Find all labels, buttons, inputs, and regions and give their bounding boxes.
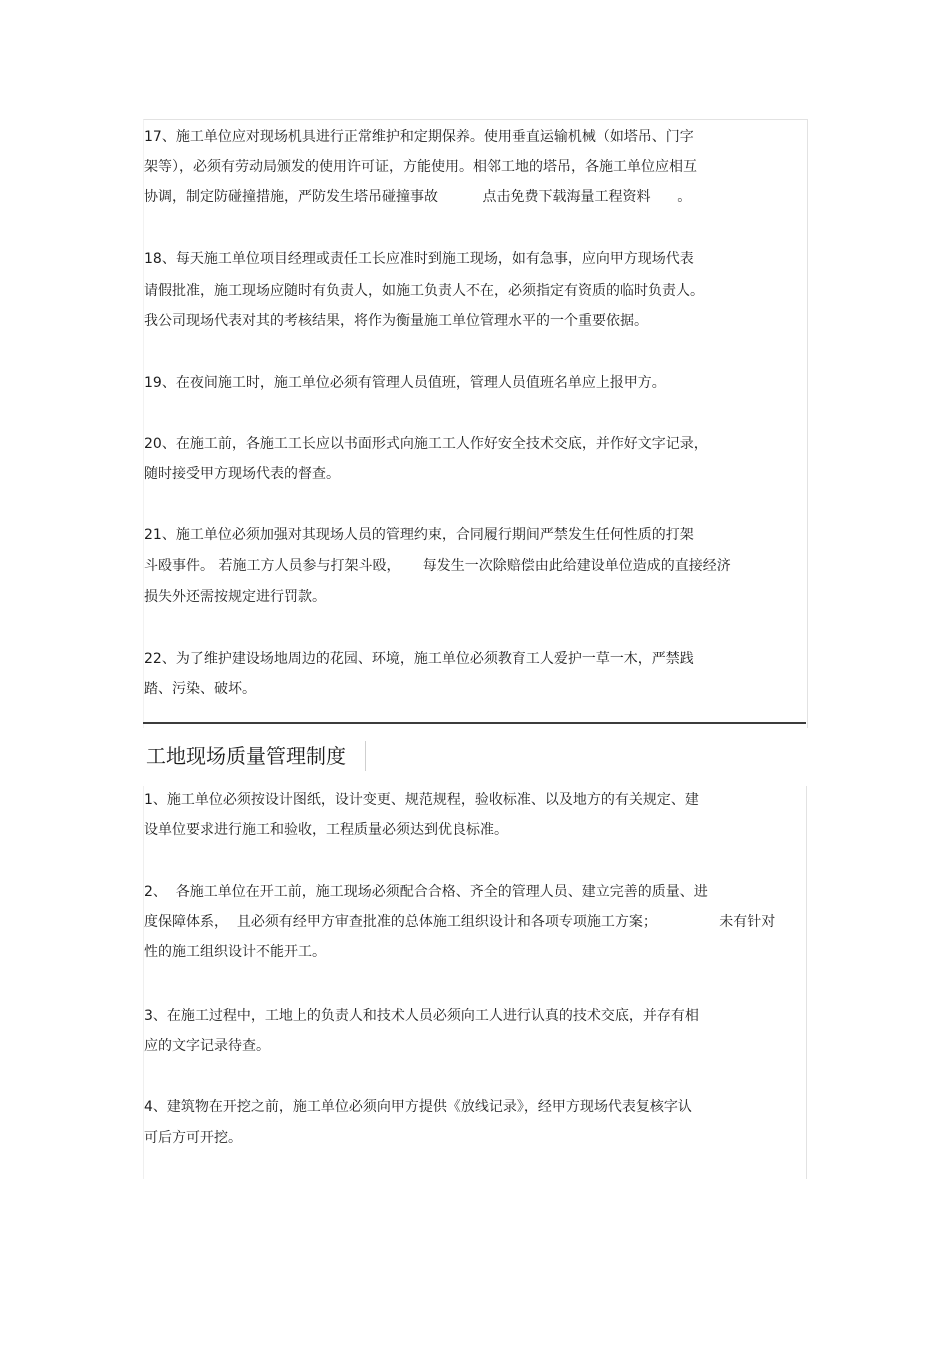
rule-20-line-1: 20、在施工前，各施工工长应以书面形式向施工工人作好安全技术交底，并作好文字记录， [144, 436, 708, 452]
rule-21-line-3: 损失外还需按规定进行罚款。 [144, 589, 326, 605]
rule-21-line-2: 斗殴事件。 若施工方人员参与打架斗殴， 每发生一次除赔偿由此给建设单位造成的直接经济 [144, 558, 731, 574]
quality-rule-4-line-2: 可后方可开挖。 [144, 1130, 242, 1146]
quality-rule-3-line-2: 应的文字记录待查。 [144, 1038, 270, 1054]
section2-left-rule [143, 786, 144, 1179]
rule-22-line-2: 踏、污染、破坏。 [144, 681, 256, 697]
rule-22-line-1: 22、为了维护建设场地周边的花园、环境，施工单位必须教育工人爱护一草一木，严禁践 [144, 651, 694, 667]
section2-right-rule [806, 786, 807, 1179]
rule-18-line-1: 18、每天施工单位项目经理或责任工长应准时到施工现场，如有急事，应向甲方现场代表 [144, 251, 694, 267]
rule-18-line-2: 请假批准，施工现场应随时有负责人，如施工负责人不在，必须指定有资质的临时负责人。 [144, 283, 704, 299]
quality-rule-3-line-1: 3、在施工过程中，工地上的负责人和技术人员必须向工人进行认真的技术交底，并存有相 [144, 1008, 699, 1024]
rule-19-line-1: 19、在夜间施工时，施工单位必须有管理人员值班，管理人员值班名单应上报甲方。 [144, 375, 666, 391]
rule-20-line-2: 随时接受甲方现场代表的督查。 [144, 466, 340, 482]
quality-rule-2-line-3: 性的施工组织设计不能开工。 [144, 944, 326, 960]
rule-17-line-2: 架等），必须有劳动局颁发的使用许可证，方能使用。相邻工地的塔吊，各施工单位应相互 [144, 159, 697, 175]
rule-18-line-3: 我公司现场代表对其的考核结果，将作为衡量施工单位管理水平的一个重要依据。 [144, 313, 648, 329]
rule-17-line-3: 协调，制定防碰撞措施，严防发生塔吊碰撞事故 点击免费下载海量工程资料 。 [144, 189, 692, 205]
section1-frame [143, 119, 808, 728]
rule-17-line-1: 17、施工单位应对现场机具进行正常维护和定期保养。使用垂直运输机械（如塔吊、门字 [144, 129, 694, 145]
section2-title: 工地现场质量管理制度 [146, 744, 346, 768]
quality-rule-4-line-1: 4、建筑物在开挖之前，施工单位必须向甲方提供《放线记录》，经甲方现场代表复核字认 [144, 1099, 692, 1115]
quality-rule-2-line-1: 2、 各施工单位在开工前，施工现场必须配合合格、齐全的管理人员、建立完善的质量、进 [144, 884, 708, 900]
quality-rule-1-line-1: 1、施工单位必须按设计图纸，设计变更、规范规程，验收标准、以及地方的有关规定、建 [144, 792, 699, 808]
quality-rule-1-line-2: 设单位要求进行施工和验收，工程质量必须达到优良标准。 [144, 822, 508, 838]
rule-21-line-1: 21、施工单位必须加强对其现场人员的管理约束，合同履行期间严禁发生任何性质的打架 [144, 527, 694, 543]
quality-rule-2-line-2: 度保障体系， 且必须有经甲方审查批准的总体施工组织设计和各项专项施工方案； 未有针对 [144, 914, 776, 930]
section-divider [143, 722, 806, 724]
